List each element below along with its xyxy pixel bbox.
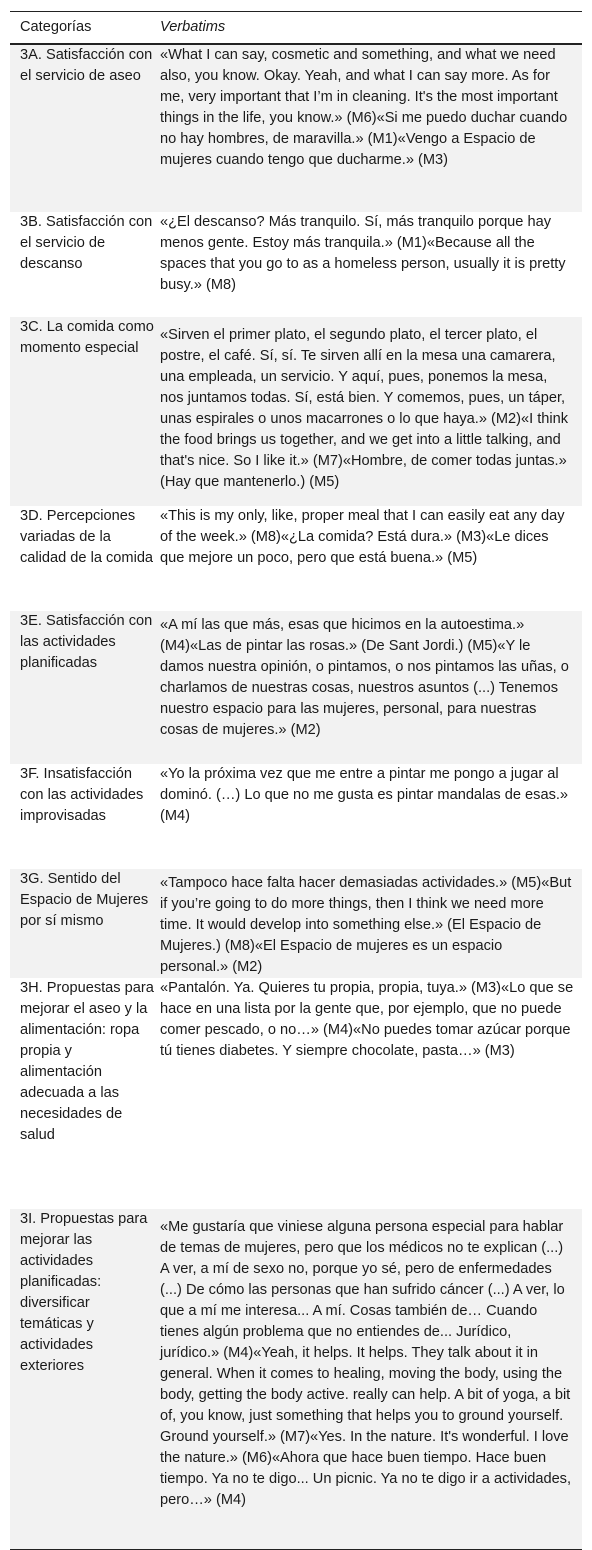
table-row — [10, 978, 582, 1209]
table-header-row — [10, 12, 582, 45]
verbatim-cell: «This is my only, like, proper meal that I can easily eat any day of the week.» (M8)«¿La comida? Está dura.» (M3)«Le dices que mejore un poco, pero que está buena.» (M5) — [160, 508, 565, 566]
verbatim-cell: «Sirven el primer plato, el segundo plato, el tercer plato, el postre, el café. Sí, sí. Te sirven allí en la mesa una camarera, una empleada, un servicio. Y aquí, pues, ponemos la mesa, nos juntamos todas. Sí, está bien. Y comemos, pues, un táper, unas espirales o unos macarrones o lo que haya.» (M2)«I think the food brings us together, and we get into a little talking, and that's nice. So I like it.» (M7)«Hombre, de comer todas juntas.» (Hay que mantenerlo.) (M5) — [160, 327, 569, 490]
category-cell: 3F. Insatisfacción con las actividades improvisadas — [20, 766, 144, 824]
category-cell: 3B. Satisfacción con el servicio de descanso — [20, 214, 153, 272]
table-row — [10, 869, 582, 978]
header-verbatims: Verbatims — [158, 12, 582, 45]
verbatims-table-container — [10, 11, 582, 1550]
verbatim-cell: «Me gustaría que viniese alguna persona especial para hablar de temas de mujeres, pero que los médicos no te explican (...) A ver, a mí de sexo no, porque yo sé, pero de enfermedades (...) De cómo las personas que han sufrido cáncer (...) A ver, lo que a mí me interesa... A mí. Cosas también de… Cuando tienes algún problema que no entiendes de... Jurídico, jurídico.» (M4)«Yeah, it helps. It helps. They talk about it in general. When it comes to healing, moving the body, using the body, getting the body active. really can help. A bit of yoga, a bit of, you know, just something that helps you to ground yourself. Ground yourself.» (M7)«Yes. In the nature. It's wonderful. I love the nature.» (M6)«Ahora que hace buen tiempo. Hace buen tiempo. Ya no te digo... Un picnic. Ya no te digo ir a actividades, pero…» (M4) — [158, 1209, 582, 1549]
verbatim-cell: «Pantalón. Ya. Quieres tu propia, propia, tuya.» (M3)«Lo que se hace en una lista por la gente que, por ejemplo, que no puede comer pescado, o no…» (M4)«No puedes tomar azúcar porque tú tienes diabetes. Y siempre chocolate, pasta…» (M3) — [160, 980, 574, 1059]
verbatim-cell: «Yo la próxima vez que me entre a pintar me pongo a jugar al dominó. (…) Lo que no me gusta es pintar mandalas de esas.» (M4) — [160, 766, 569, 824]
category-cell: 3C. La comida como momento especial — [20, 319, 154, 356]
verbatim-cell: «A mí las que más, esas que hicimos en la autoestima.» (M4)«Las de pintar las rosas.» (De Sant Jordi.) (M5)«Y le damos nuestra opinión, o pintamos, o nos pintamos las uñas, o charlamos de nuestras cosas, nuestros asuntos (...) Tenemos nuestro espacio para las mujeres, personal, para nuestras cosas de mujeres.» (M2) — [160, 617, 569, 738]
category-cell: 3A. Satisfacción con el servicio de aseo — [20, 47, 153, 84]
header-categorias: Categorías — [10, 12, 158, 45]
table-row — [10, 44, 582, 212]
category-cell: 3E. Satisfacción con las actividades planificadas — [20, 613, 153, 671]
table-row — [10, 764, 582, 869]
verbatim-cell: «¿El descanso? Más tranquilo. Sí, más tranquilo porque hay menos gente. Estoy más tranquila.» (M1)«Because all the spaces that you go to as a homeless person, usually it is pretty busy.» (M8) — [160, 214, 566, 293]
category-cell: 3I. Propuestas para mejorar las actividades planificadas: diversificar temáticas y actividades exteriores — [10, 1209, 158, 1549]
table-row — [10, 317, 582, 506]
category-cell: 3G. Sentido del Espacio de Mujeres por sí mismo — [20, 871, 149, 929]
table-row — [10, 212, 582, 317]
category-cell: 3H. Propuestas para mejorar el aseo y la alimentación: ropa propia y alimentación adecuada a las necesidades de salud — [20, 980, 154, 1143]
table-row — [10, 611, 582, 764]
verbatim-cell: «Tampoco hace falta hacer demasiadas actividades.» (M5)«But if you’re going to do more things, then I think we need more time. It would develop into something else.» (El Espacio de Mujeres.) (M8)«El Espacio de mujeres es un espacio personal.» (M2) — [160, 875, 572, 975]
table-row — [10, 1209, 582, 1549]
verbatim-cell: «What I can say, cosmetic and something, and what we need also, you know. Okay. Yeah, and what I can say more. As for me, very important that I’m in cleaning. It's the most important things in the life, you know.» (M6)«Si me puedo duchar cuando no hay hombres, de maravilla.» (M1)«Vengo a Espacio de mujeres cuando tengo que ducharme.» (M3) — [160, 47, 568, 168]
category-cell: 3D. Percepciones variadas de la calidad de la comida — [20, 508, 154, 566]
verbatims-table — [10, 11, 582, 1550]
table-row — [10, 506, 582, 611]
